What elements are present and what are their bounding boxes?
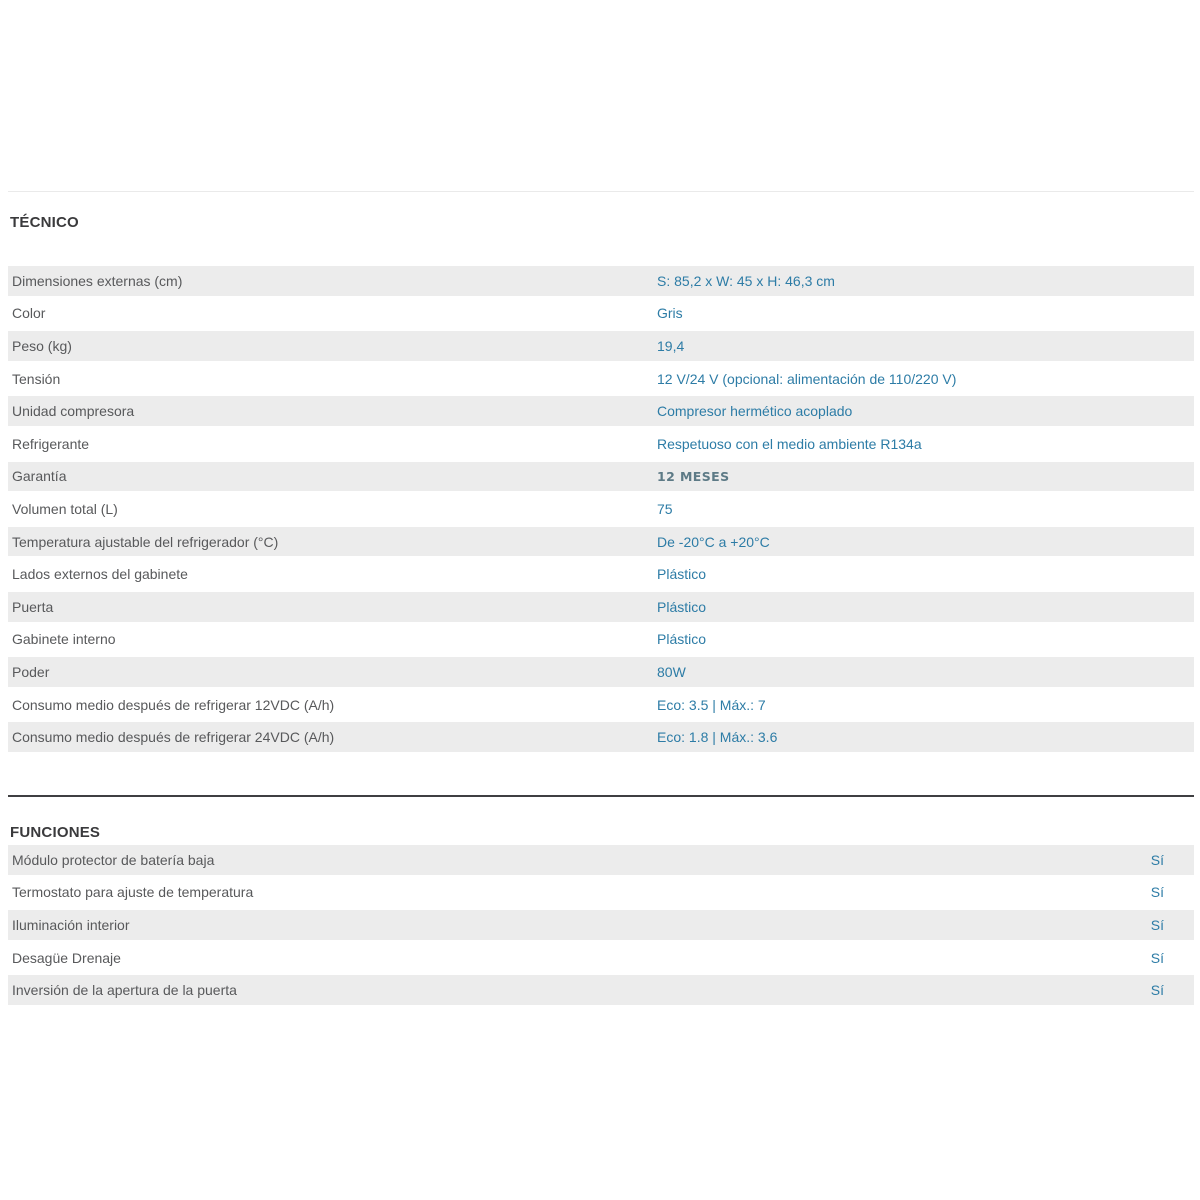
- table-row: [8, 494, 1194, 524]
- feature-value: Sí: [1150, 851, 1164, 868]
- spec-label: Consumo medio después de refrigerar 24VDC (A/h): [12, 729, 335, 746]
- table-row: [8, 910, 1194, 940]
- spec-label: Tensión: [12, 370, 61, 387]
- table-row: [8, 266, 1194, 296]
- table-row: [8, 878, 1194, 908]
- feature-value: Sí: [1150, 916, 1164, 933]
- table-row: [8, 690, 1194, 720]
- spec-label: Puerta: [12, 598, 54, 615]
- spec-value: S: 85,2 x W: 45 x H: 46,3 cm: [657, 272, 835, 289]
- spec-label: Dimensiones externas (cm): [12, 272, 183, 289]
- spec-label: Poder: [12, 663, 50, 680]
- table-row: [8, 364, 1194, 394]
- spec-label: Consumo medio después de refrigerar 12VDC (A/h): [12, 696, 335, 713]
- funciones-spec-table: [8, 845, 1194, 1008]
- spec-value: Plástico: [657, 631, 707, 648]
- table-row: [8, 845, 1194, 875]
- feature-label: Iluminación interior: [12, 916, 130, 933]
- spec-label: Garantía: [12, 468, 67, 485]
- feature-label: Termostato para ajuste de temperatura: [12, 884, 254, 901]
- spec-value: 19,4: [657, 337, 685, 354]
- spec-value: Compresor hermético acoplado: [657, 403, 853, 420]
- spec-value: Eco: 3.5 | Máx.: 7: [657, 696, 766, 713]
- feature-value: Sí: [1150, 982, 1164, 999]
- table-row: [8, 975, 1194, 1005]
- feature-value: Sí: [1150, 884, 1164, 901]
- table-row: [8, 331, 1194, 361]
- feature-label: Inversión de la apertura de la puerta: [12, 982, 237, 999]
- table-row: [8, 429, 1194, 459]
- table-row: [8, 943, 1194, 973]
- spec-value: 75: [657, 500, 673, 517]
- spec-label: Gabinete interno: [12, 631, 116, 648]
- table-row: [8, 527, 1194, 557]
- spec-value-warranty: 12 MESES: [657, 468, 730, 484]
- spec-value: Gris: [657, 305, 683, 322]
- section-divider-light: [8, 191, 1194, 192]
- feature-label: Desagüe Drenaje: [12, 949, 121, 966]
- table-row: [8, 396, 1194, 426]
- table-row: [8, 657, 1194, 687]
- table-row: [8, 559, 1194, 589]
- spec-label: Peso (kg): [12, 337, 72, 354]
- spec-value: 12 V/24 V (opcional: alimentación de 110/220 V): [657, 370, 957, 387]
- section-title-tecnico: TÉCNICO: [10, 214, 79, 232]
- tecnico-spec-table: [8, 266, 1194, 755]
- table-row: [8, 625, 1194, 655]
- feature-value: Sí: [1150, 949, 1164, 966]
- section-divider-dark: [8, 795, 1194, 797]
- spec-label: Refrigerante: [12, 435, 90, 452]
- table-row: [8, 592, 1194, 622]
- spec-value: Plástico: [657, 566, 707, 583]
- table-row: [8, 722, 1194, 752]
- section-title-funciones: FUNCIONES: [10, 824, 101, 842]
- spec-label: Temperatura ajustable del refrigerador (°C): [12, 533, 279, 550]
- table-row: [8, 462, 1194, 492]
- spec-label: Lados externos del gabinete: [12, 566, 188, 583]
- spec-label: Color: [12, 305, 46, 322]
- feature-label: Módulo protector de batería baja: [12, 851, 215, 868]
- spec-label: Unidad compresora: [12, 403, 135, 420]
- spec-value: Plástico: [657, 598, 707, 615]
- spec-label: Volumen total (L): [12, 500, 118, 517]
- spec-value: 80W: [657, 663, 686, 680]
- spec-value: Eco: 1.8 | Máx.: 3.6: [657, 729, 778, 746]
- table-row: [8, 299, 1194, 329]
- spec-value: Respetuoso con el medio ambiente R134a: [657, 435, 922, 452]
- spec-value: De -20°C a +20°C: [657, 533, 770, 550]
